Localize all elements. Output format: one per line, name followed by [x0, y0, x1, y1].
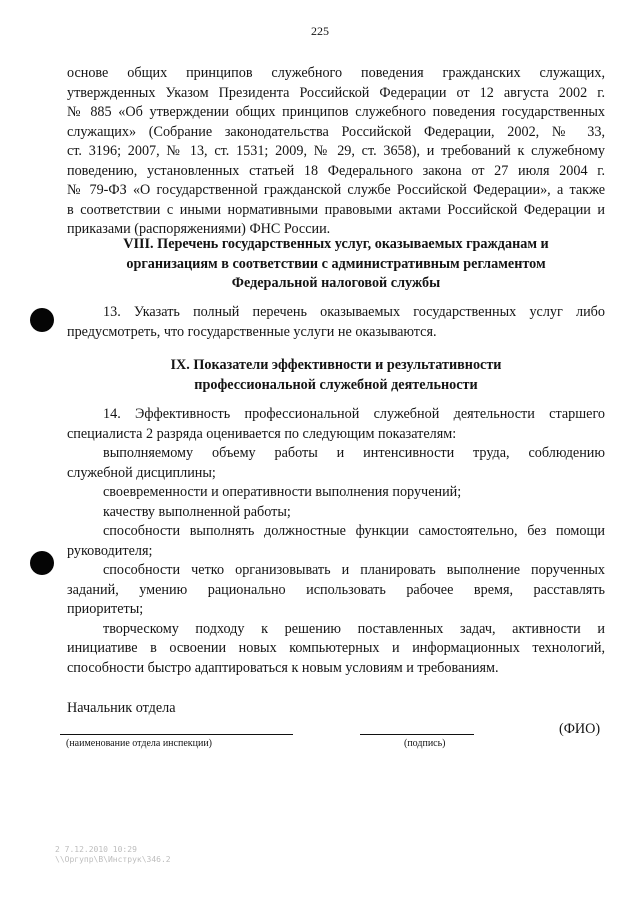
text-line: основе общих принципов служебного поведения гражданских служащих, [67, 65, 605, 81]
list-item-line: творческому подходу к решению поставленных задач, активности и [103, 620, 605, 637]
list-item-line: инициативе в освоении новых компьютерных и информационных технологий, [67, 640, 605, 656]
stamp-line: \\Оргупр\В\Инструк\346.2 [55, 855, 171, 864]
list-item-line: способности четко организовывать и планировать выполнение порученных [103, 562, 605, 578]
list-item-line: способности быстро адаптироваться к новым условиям и требованиям. [67, 659, 499, 676]
page-number: 225 [311, 24, 329, 38]
heading-line: организациям в соответствии с административным регламентом [126, 255, 546, 272]
section-9-heading [67, 356, 605, 395]
stamp-line: 2 7.12.2010 10:29 [55, 845, 137, 854]
text-line: ст. 3196; 2007, № 13, ст. 1531; 2009, № 29, ст. 3658), и требований к служебному [67, 143, 605, 159]
department-caption: (наименование отдела инспекции) [66, 738, 212, 749]
text-line: специалиста 2 разряда оценивается по следующим показателям: [67, 425, 457, 442]
text-line: в соответствии с иными нормативными правовыми актами Российской Федерации и [67, 201, 605, 218]
department-signature-line [60, 734, 293, 735]
signature-caption: (подпись) [404, 738, 446, 749]
text-line: 13. Указать полный перечень оказываемых государственных услуг либо [103, 304, 605, 320]
heading-line: IX. Показатели эффективности и результативности [170, 357, 502, 373]
list-item-line: приоритеты; [67, 601, 144, 617]
text-line: 14. Эффективность профессиональной служебной деятельности старшего [103, 406, 605, 422]
list-item-line: способности выполнять должностные функции самостоятельно, без помощи [103, 523, 605, 539]
heading-line: Федеральной налоговой службы [231, 275, 441, 291]
list-item-line: служебной дисциплины; [67, 464, 216, 481]
punch-hole-mark [30, 551, 54, 575]
text-line: поведению, установленных статьей 18 Федерального закона от 27 июля 2004 г. [67, 162, 605, 179]
list-item-line: качеству выполненной работы; [103, 503, 291, 520]
text-line: № 79-ФЗ «О государственной гражданской службе Российской Федерации», а также [67, 182, 605, 198]
punch-hole-mark [30, 308, 54, 332]
text-line: предусмотреть, что государственные услуги не оказываются. [67, 323, 437, 340]
signature-title: Начальник отдела [67, 700, 176, 716]
paragraph-14 [67, 405, 605, 678]
heading-line: VIII. Перечень государственных услуг, оказываемых гражданам и [123, 236, 549, 252]
text-line: утвержденных Указом Президента Российской Федерации от 12 августа 2002 г. [67, 84, 605, 101]
text-line: № 885 «Об утверждении общих принципов служебного поведения государственных [67, 104, 605, 120]
paragraph-13 [67, 303, 605, 342]
list-item-line: своевременности и оперативности выполнения поручений; [103, 484, 462, 500]
list-item-line: заданий, умению рационально использовать рабочее время, расставлять [67, 581, 605, 598]
intro-paragraph [67, 64, 605, 240]
text-line: приказами (распоряжениями) ФНС России. [67, 221, 331, 237]
heading-line: профессиональной служебной деятельности [194, 376, 478, 393]
registration-stamp [55, 845, 171, 865]
text-line: служащих» (Собрание законодательства Российской Федерации, 2002, № 33, [67, 123, 605, 140]
list-item-line: выполняемому объему работы и интенсивности труда, соблюдению [103, 445, 605, 461]
signature-line [360, 734, 474, 735]
section-8-heading [67, 235, 605, 294]
fio-label: (ФИО) [559, 721, 601, 737]
list-item-line: руководителя; [67, 542, 153, 559]
